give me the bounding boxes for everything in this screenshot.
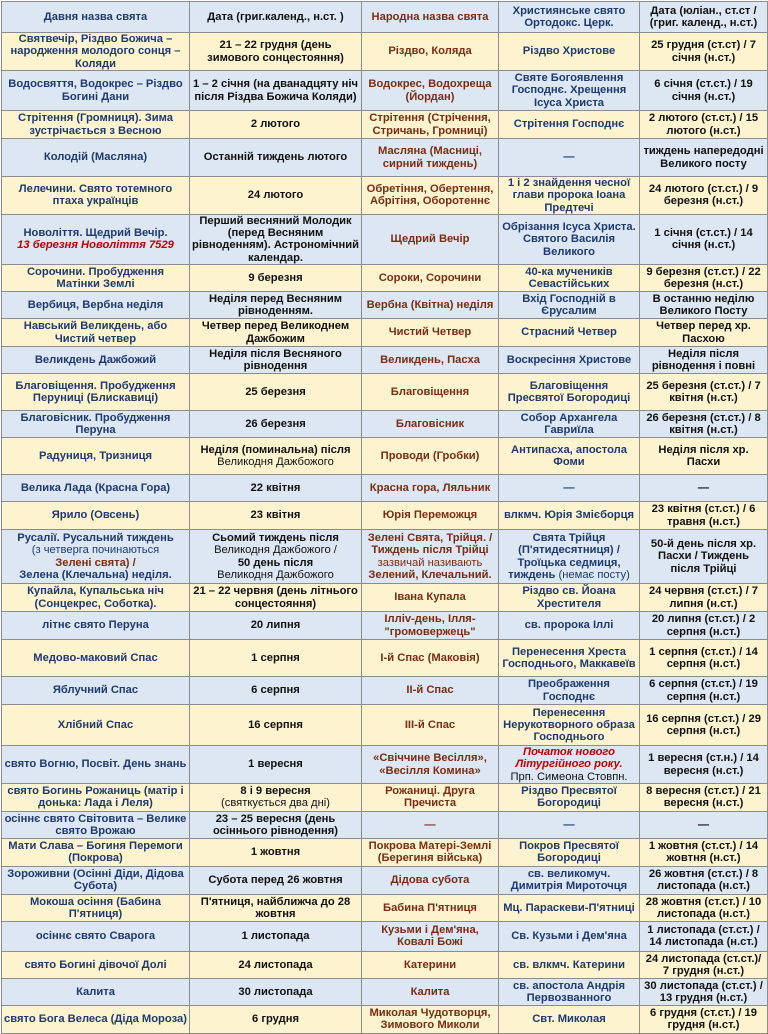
folk-name-cell: Красна гора, Ляльник (362, 475, 499, 502)
folk-name-note-2: Зелений, Клечальний. (368, 568, 492, 581)
christian-holiday-cell: Святе Богоявлення Господнє. Хрещення Ісуса Христа (499, 71, 640, 111)
folk-name-cell: Ілліᴠ-день, Ілля-"громовержець" (362, 612, 499, 640)
folk-name-cell: Обретіння, Обертення, Абрітіня, Оборотеннє (362, 177, 499, 215)
table-row (2, 71, 768, 111)
table-row (2, 978, 768, 1005)
julian-date-cell: 9 березня (ст.ст.) / 22 березня (н.ст.) (640, 265, 768, 292)
christian-holiday-cell: св. влкмч. Катерини (499, 951, 640, 978)
gregorian-date-cell (190, 530, 362, 584)
folk-name-cell: ІІІ-й Спас (362, 705, 499, 746)
table-row (2, 783, 768, 811)
ancient-name-cell: Вербиця, Вербна неділя (2, 292, 190, 319)
ancient-name-cell: осіннє свято Сварога (2, 921, 190, 951)
julian-date-cell: 2 лютого (ст.ст.) / 15 лютого (н.ст.) (640, 111, 768, 139)
table-row (2, 111, 768, 139)
date-text-extra: (святкується два дні) (221, 797, 330, 810)
header-ancient-name: Давня назва свята (2, 2, 190, 33)
christian-holiday-cell: св. пророка Іллі (499, 612, 640, 640)
christian-holiday-cell: Антипасха, апостола Фоми (499, 438, 640, 475)
ancient-name-cell: Великдень Дажбожий (2, 347, 190, 374)
christian-holiday-cell: Перенесення Хреста Господнього, Маккавеїв (499, 640, 640, 677)
julian-date-cell: 23 квітня (ст.ст.) / 6 травня (н.ст.) (640, 502, 768, 530)
folk-name-cell: Стрітення (Стрічення, Стричань, Громниці) (362, 111, 499, 139)
ancient-name-text: Русалії. Русальний тиждень (17, 531, 174, 544)
gregorian-date-cell: 1 – 2 січня (на дванадцяту ніч після Різдва Божича Коляди) (190, 71, 362, 111)
folk-name-cell (362, 530, 499, 584)
table-row (2, 811, 768, 838)
table-row (2, 411, 768, 438)
christian-holiday-cell: Вхід Господній в Єрусалим (499, 292, 640, 319)
julian-date-cell: Неділя після рівнодення і повні (640, 347, 768, 374)
gregorian-date-cell: Неділя після Весняного рівнодення (190, 347, 362, 374)
julian-date-cell: 1 листопада (ст.ст.) / 14 листопада (н.ст.) (640, 921, 768, 951)
folk-name-cell: ІІ-й Спас (362, 677, 499, 705)
gregorian-date-cell: 22 квітня (190, 475, 362, 502)
gregorian-date-cell: Неділя перед Весняним рівноденням. (190, 292, 362, 319)
christian-holiday-cell: св. великомуч. Димитрія Мироточця (499, 866, 640, 894)
gregorian-date-cell: 21 – 22 червня (день літнього сонцестояння) (190, 584, 362, 612)
christian-holiday-cell: Покров Пресвятої Богородиці (499, 838, 640, 866)
gregorian-date-cell (190, 438, 362, 475)
gregorian-date-cell: Четвер перед Великоднем Дажбожим (190, 319, 362, 347)
table-row (2, 1005, 768, 1033)
ancient-name-cell: свято Бога Велеса (Діда Мороза) (2, 1005, 190, 1033)
table-row (2, 438, 768, 475)
table-row (2, 530, 768, 584)
gregorian-date-cell: Субота перед 26 жовтня (190, 866, 362, 894)
gregorian-date-cell: 2 лютого (190, 111, 362, 139)
julian-date-cell: 25 грудня (ст.ст) / 7 січня (н.ст.) (640, 33, 768, 71)
christian-holiday-cell: 40-ка мучеників Севастійських (499, 265, 640, 292)
gregorian-date-cell: 6 серпня (190, 677, 362, 705)
folk-name-cell: — (362, 811, 499, 838)
ancient-name-cell: Мокоша осіння (Бабина П'ятниця) (2, 894, 190, 921)
table-row (2, 177, 768, 215)
header-christian-holiday: Християнське свято Ортодокс. Церк. (499, 2, 640, 33)
gregorian-date-cell: Перший весняний Молодик (перед Весняним рівноденням). Астрономічний календар. (190, 214, 362, 264)
gregorian-date-cell: 25 березня (190, 374, 362, 411)
folk-name-cell: Юрія Переможця (362, 502, 499, 530)
christian-holiday-cell: св. апостола Андрія Первозванного (499, 978, 640, 1005)
gregorian-date-cell: 26 березня (190, 411, 362, 438)
folk-name-cell: Івана Купала (362, 584, 499, 612)
julian-date-cell: 1 вересня (ст.н.) / 14 вересня (н.ст.) (640, 746, 768, 784)
folk-name-note: зазвичай називають (377, 556, 483, 569)
folk-name-cell: Благовісник (362, 411, 499, 438)
ancient-name-cell: Колодій (Масляна) (2, 139, 190, 177)
christian-holiday-cell: Собор Архангела Гавриїла (499, 411, 640, 438)
new-year-note: 13 березня Новоліття 7529 (17, 239, 174, 252)
table-row (2, 640, 768, 677)
christian-holiday-cell: Страсний Четвер (499, 319, 640, 347)
table-row (2, 33, 768, 71)
header-gregorian-date: Дата (григ.календ., н.ст. ) (190, 2, 362, 33)
christian-holiday-text: Свята Трійця (П'ятидесятниця) / Троїцька седмиця, тиждень (508, 531, 621, 581)
folk-name-cell: Благовіщення (362, 374, 499, 411)
ancient-name-cell: свято Вогню, Посвіт. День знань (2, 746, 190, 784)
julian-date-cell: 28 жовтня (ст.ст.) / 10 листопада (н.ст.) (640, 894, 768, 921)
folk-name-cell: Чистий Четвер (362, 319, 499, 347)
ancient-name-cell: Благовісник. Пробудження Перуна (2, 411, 190, 438)
folk-name-cell: Різдво, Коляда (362, 33, 499, 71)
julian-date-cell: 24 червня (ст.ст.) / 7 липня (н.ст.) (640, 584, 768, 612)
gregorian-date-cell: 1 вересня (190, 746, 362, 784)
table-row (2, 265, 768, 292)
date-text-extra: Великодня Дажбожого / (214, 544, 337, 557)
folk-name-cell: Кузьми і Дем'яна, Ковалі Божі (362, 921, 499, 951)
gregorian-date-cell: Останній тиждень лютого (190, 139, 362, 177)
date-text-extra-3: Великодня Дажбожого (217, 568, 334, 581)
folk-name-cell: Сороки, Сорочини (362, 265, 499, 292)
gregorian-date-cell: 24 листопада (190, 951, 362, 978)
gregorian-date-cell: 1 жовтня (190, 838, 362, 866)
ancient-name-cell: свято Богинь Рожаниць (матір і донька: Лада і Леля) (2, 783, 190, 811)
ancient-name-cell: Радуниця, Тризниця (2, 438, 190, 475)
julian-date-cell: — (640, 475, 768, 502)
julian-date-cell: 25 березня (ст.ст.) / 7 квітня (н.ст.) (640, 374, 768, 411)
christian-holiday-cell: Перенесення Нерукотворного образа Господнього (499, 705, 640, 746)
gregorian-date-cell: 9 березня (190, 265, 362, 292)
table-row (2, 705, 768, 746)
table-row (2, 746, 768, 784)
table-row (2, 866, 768, 894)
ancient-name-cell (2, 530, 190, 584)
julian-date-cell: 20 липня (ст.ст.) / 2 серпня (н.ст.) (640, 612, 768, 640)
ancient-name-cell: Водосвяття, Водокрес – Різдво Богині Дани (2, 71, 190, 111)
julian-date-cell: 1 жовтня (ст.ст.) / 14 жовтня (н.ст.) (640, 838, 768, 866)
gregorian-date-cell: 24 лютого (190, 177, 362, 215)
ancient-name-cell: Стрітення (Громниця). Зима зустрічається з Весною (2, 111, 190, 139)
folk-name-cell: Калита (362, 978, 499, 1005)
christian-holiday-cell (499, 746, 640, 784)
ancient-name-cell: Мати Слава – Богиня Перемоги (Покрова) (2, 838, 190, 866)
christian-holiday-cell: Різдво Христове (499, 33, 640, 71)
julian-date-cell: Четвер перед хр. Пасхою (640, 319, 768, 347)
christian-holiday-cell: Благовіщення Пресвятої Богородиці (499, 374, 640, 411)
gregorian-date-cell: 23 – 25 вересня (день осіннього рівнодення) (190, 811, 362, 838)
ancient-name-cell: літнє свято Перуна (2, 612, 190, 640)
ancient-name-cell: Медово-маковий Спас (2, 640, 190, 677)
gregorian-date-cell: П'ятниця, найближча до 28 жовтня (190, 894, 362, 921)
christian-holiday-cell: Свт. Миколая (499, 1005, 640, 1033)
christian-holiday-cell: Воскресіння Христове (499, 347, 640, 374)
table-row (2, 214, 768, 264)
christian-holiday-cell (499, 530, 640, 584)
folk-name-cell: Катерини (362, 951, 499, 978)
table-row (2, 921, 768, 951)
christian-holiday-cell: Різдво Пресвятої Богородиці (499, 783, 640, 811)
folk-name-cell: Бабина П'ятниця (362, 894, 499, 921)
table-row (2, 894, 768, 921)
ancient-name-cell: Яблучний Спас (2, 677, 190, 705)
ancient-name-cell: Калита (2, 978, 190, 1005)
christian-holiday-cell: Мц. Параскеви-П'ятниці (499, 894, 640, 921)
ancient-name-cell: Лелечини. Свято тотемного птаха українців (2, 177, 190, 215)
gregorian-date-cell: 30 листопада (190, 978, 362, 1005)
table-row (2, 139, 768, 177)
ancient-name-cell (2, 214, 190, 264)
table-row (2, 951, 768, 978)
julian-date-cell: 8 вересня (ст.ст.) / 21 вересня (н.ст.) (640, 783, 768, 811)
julian-date-cell: 24 листопада (ст.ст.)/ 7 грудня (н.ст.) (640, 951, 768, 978)
gregorian-date-cell: 1 листопада (190, 921, 362, 951)
julian-date-cell: 6 січня (ст.ст.) / 19 січня (н.ст.) (640, 71, 768, 111)
ancient-name-cell: Сорочини. Пробудження Матінки Землі (2, 265, 190, 292)
ancient-name-text: Новоліття. Щедрий Вечір. (23, 227, 168, 240)
christian-holiday-cell: — (499, 811, 640, 838)
christian-holiday-cell: Обрізання Ісуса Христа. Святого Василія Великого (499, 214, 640, 264)
ancient-name-note: (з четверга починаються (31, 544, 160, 557)
table-row (2, 502, 768, 530)
ancient-name-cell: Зороживни (Осінні Діди, Дідова Субота) (2, 866, 190, 894)
christian-holiday-cell: Преображення Господнє (499, 677, 640, 705)
christian-holiday-cell: — (499, 139, 640, 177)
folk-name-cell: І-й Спас (Маковія) (362, 640, 499, 677)
julian-date-cell: В останню неділю Великого Посту (640, 292, 768, 319)
folk-name-cell: Дідова субота (362, 866, 499, 894)
christian-holiday-cell: 1 і 2 знайдення чесної глави пророка Іоана Предтечі (499, 177, 640, 215)
ancient-name-note-3: Зелена (Клечальна) неділя. (19, 568, 172, 581)
table-row (2, 838, 768, 866)
folk-name-text: Зелені Свята, Трійця. / Тиждень після Трійці (367, 531, 493, 557)
folk-name-cell: Проводи (Гробки) (362, 438, 499, 475)
gregorian-date-cell: 23 квітня (190, 502, 362, 530)
table-row (2, 677, 768, 705)
folk-name-cell: Рожаниці. Друга Пречиста (362, 783, 499, 811)
table-row (2, 584, 768, 612)
date-text-extra: Великодня Дажбожого (217, 456, 334, 469)
julian-date-cell: Неділя після хр. Пасхи (640, 438, 768, 475)
julian-date-cell: 6 серпня (ст.ст.) / 19 серпня (н.ст.) (640, 677, 768, 705)
folk-name-cell: Масляна (Масниці, сирний тиждень) (362, 139, 499, 177)
gregorian-date-cell: 20 липня (190, 612, 362, 640)
date-text-extra-2: 50 день після (237, 556, 314, 569)
table-row (2, 374, 768, 411)
ancient-name-cell: Купайла, Купальська ніч (Сонцекрес, Соботка). (2, 584, 190, 612)
gregorian-date-cell (190, 783, 362, 811)
ancient-name-cell: осіннє свято Світовита – Велике свято Врожаю (2, 811, 190, 838)
ancient-name-cell: Благовіщення. Пробудження Перуниці (Блискавиці) (2, 374, 190, 411)
julian-date-cell: 1 серпня (ст.ст.) / 14 серпня (н.ст.) (640, 640, 768, 677)
header-row (2, 2, 768, 33)
christian-holiday-cell: Різдво св. Йоана Хрестителя (499, 584, 640, 612)
folk-name-cell: Покрова Матері-Землі (Берегиня війська) (362, 838, 499, 866)
gregorian-date-cell: 1 серпня (190, 640, 362, 677)
table-row (2, 475, 768, 502)
date-text: 8 і 9 вересня (240, 785, 311, 798)
christian-holiday-text: Прп. Симеона Стовпн. (510, 770, 628, 783)
folk-name-cell: Водокрес, Водохреща (Йордан) (362, 71, 499, 111)
christian-holiday-cell: Стрітення Господнє (499, 111, 640, 139)
christian-holiday-cell: Св. Кузьми і Дем'яна (499, 921, 640, 951)
header-julian-date: Дата (юліан., ст.ст / (григ. календ., н.ст.) (640, 2, 768, 33)
folk-name-cell: «Свіччине Весілля», «Весілля Комина» (362, 746, 499, 784)
ancient-name-cell: Ярило (Овсень) (2, 502, 190, 530)
table-row (2, 319, 768, 347)
julian-date-cell: 50-й день після хр. Пасхи / Тиждень після Трійці (640, 530, 768, 584)
table-row (2, 612, 768, 640)
julian-date-cell: 24 лютого (ст.ст.) / 9 березня (н.ст.) (640, 177, 768, 215)
ancient-name-cell: Велика Лада (Красна Гора) (2, 475, 190, 502)
julian-date-cell: тиждень напередодні Великого посту (640, 139, 768, 177)
julian-date-cell: 6 грудня (ст.ст.) / 19 грудня (н.ст.) (640, 1005, 768, 1033)
folk-name-cell: Миколая Чудотворця, Зимового Миколи (362, 1005, 499, 1033)
folk-name-cell: Вербна (Квітна) неділя (362, 292, 499, 319)
liturgical-year-note: Початок нового Літургійного року. (515, 746, 623, 771)
julian-date-cell: 1 січня (ст.ст.) / 14 січня (н.ст.) (640, 214, 768, 264)
julian-date-cell: 16 серпня (ст.ст.) / 29 серпня (н.ст.) (640, 705, 768, 746)
ancient-name-cell: Святвечір, Різдво Божича – народження молодого сонця – Коляди (2, 33, 190, 71)
gregorian-date-cell: 16 серпня (190, 705, 362, 746)
julian-date-cell: 26 березня (ст.ст.) / 8 квітня (н.ст.) (640, 411, 768, 438)
julian-date-cell: — (640, 811, 768, 838)
table-row (2, 347, 768, 374)
folk-name-cell: Великдень, Пасха (362, 347, 499, 374)
ancient-name-cell: свято Богині дівочої Долі (2, 951, 190, 978)
christian-holiday-note: (немає посту) (558, 568, 630, 581)
julian-date-cell: 30 листопада (ст.ст.) / 13 грудня (н.ст.) (640, 978, 768, 1005)
christian-holiday-cell: — (499, 475, 640, 502)
gregorian-date-cell: 6 грудня (190, 1005, 362, 1033)
ancient-name-cell: Навський Великдень, або Чистий четвер (2, 319, 190, 347)
christian-holiday-cell: влкмч. Юрія Змієборця (499, 502, 640, 530)
julian-date-cell: 26 жовтня (ст.ст.) / 8 листопада (н.ст.) (640, 866, 768, 894)
gregorian-date-cell: 21 – 22 грудня (день зимового сонцестояння) (190, 33, 362, 71)
folk-name-cell: Щедрий Вечір (362, 214, 499, 264)
ancient-name-cell: Хлібний Спас (2, 705, 190, 746)
header-folk-name: Народна назва свята (362, 2, 499, 33)
holiday-calendar-table (1, 1, 768, 1034)
table-row (2, 292, 768, 319)
ancient-name-note-2: Зелені свята) / (55, 556, 136, 569)
date-text: Сьомий тиждень після (212, 531, 339, 544)
date-text: Неділя (поминальна) після (200, 443, 351, 456)
